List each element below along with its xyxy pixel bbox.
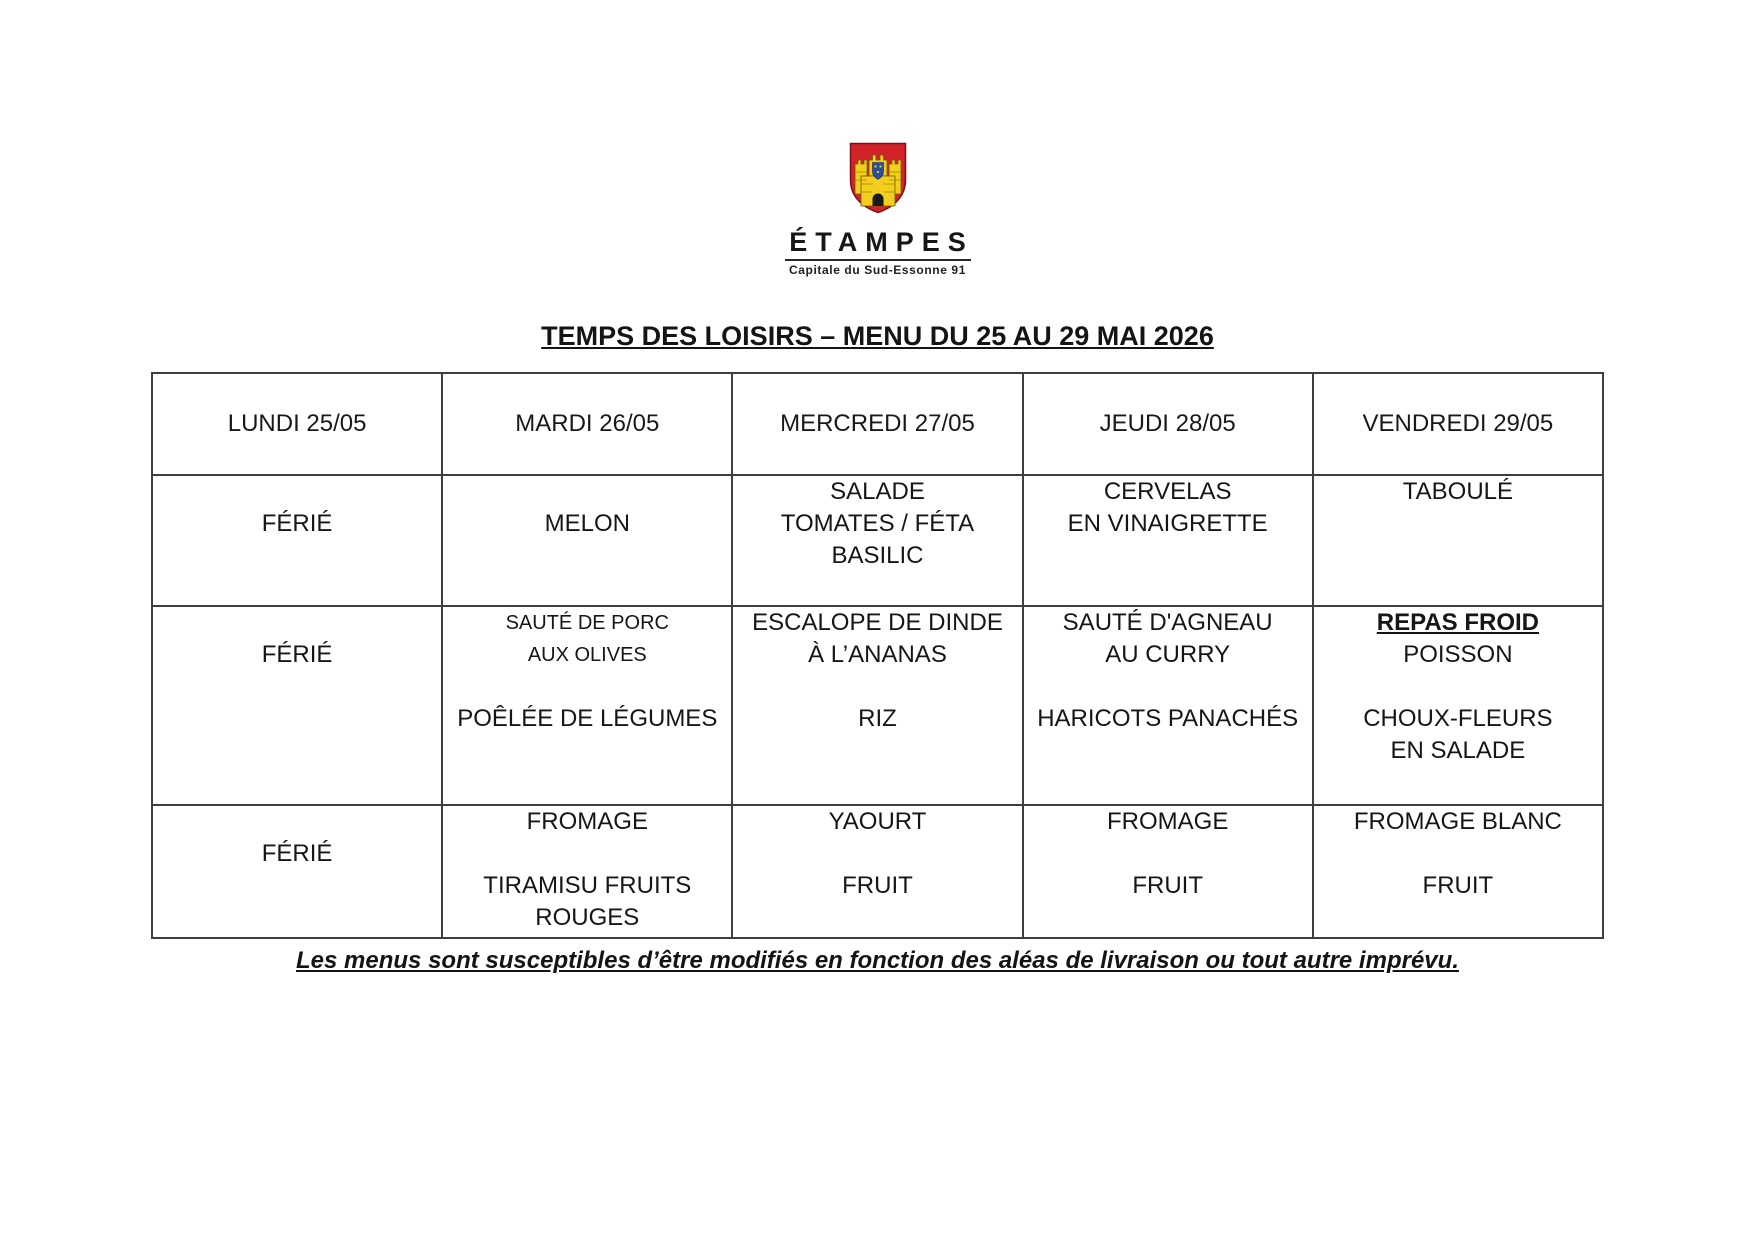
menu-cell <box>1313 606 1603 805</box>
menu-cell <box>1023 805 1313 938</box>
etampes-coat-of-arms-icon <box>849 142 907 214</box>
menu-line: TOMATES / FÉTA <box>780 510 975 537</box>
menu-cell <box>1023 475 1313 606</box>
menu-line: FRUIT <box>842 872 913 899</box>
menu-line: AU CURRY <box>1105 641 1231 668</box>
menu-cell <box>1313 805 1603 938</box>
menu-line: YAOURT <box>828 808 927 835</box>
menu-line: CHOUX-FLEURS <box>1363 705 1553 732</box>
menu-line: FRUIT <box>1422 872 1494 899</box>
day-header-cell: VENDREDI 29/05 <box>1313 373 1603 475</box>
footer-disclaimer: Les menus sont susceptibles d’être modifiés en fonction des aléas de livraison ou tout autre imprévu. <box>296 947 1459 974</box>
menu-line: SALADE <box>830 478 925 505</box>
menu-line: MELON <box>544 510 630 537</box>
blank-line <box>1024 838 1312 870</box>
menu-cell <box>1313 475 1603 606</box>
menu-line: FÉRIÉ <box>261 510 333 537</box>
menu-cell <box>442 805 732 938</box>
menu-line: FROMAGE <box>1106 808 1229 835</box>
menu-line: SAUTÉ DE PORC <box>505 612 669 634</box>
city-logo <box>0 0 1755 277</box>
menu-line: TABOULÉ <box>1402 478 1513 505</box>
menu-line: ROUGES <box>535 904 640 931</box>
day-header-row <box>152 373 1603 475</box>
menu-line: À L’ANANAS <box>808 641 947 668</box>
menu-cell <box>1023 606 1313 805</box>
menu-line: REPAS FROID <box>1376 609 1539 636</box>
menu-line: POISSON <box>1403 641 1513 668</box>
menu-line: SAUTÉ D'AGNEAU <box>1062 609 1273 636</box>
blank-line <box>733 671 1021 703</box>
blank-line <box>443 671 731 703</box>
menu-cell <box>732 606 1022 805</box>
menu-table <box>151 372 1604 939</box>
day-header-cell: LUNDI 25/05 <box>152 373 442 475</box>
menu-line: EN SALADE <box>1390 737 1526 764</box>
menu-row-starter <box>152 475 1603 606</box>
page-title: TEMPS DES LOISIRS – MENU DU 25 AU 29 MAI 2026 <box>541 321 1214 351</box>
day-header-cell: MARDI 26/05 <box>442 373 732 475</box>
menu-cell <box>152 805 442 938</box>
blank-line <box>153 607 441 639</box>
menu-cell <box>442 475 732 606</box>
city-wordmark: ÉTAMPES <box>789 227 974 257</box>
blank-line <box>153 806 441 838</box>
menu-line: FRUIT <box>1132 872 1203 899</box>
menu-row-main <box>152 606 1603 805</box>
menu-cell <box>152 606 442 805</box>
blank-line <box>1314 838 1602 870</box>
blank-line <box>443 476 731 508</box>
menu-line: ESCALOPE DE DINDE <box>752 609 1003 636</box>
menu-cell <box>732 475 1022 606</box>
menu-line: BASILIC <box>831 542 924 569</box>
menu-line: FROMAGE BLANC <box>1353 808 1562 835</box>
menu-line: POÊLÉE DE LÉGUMES <box>457 705 718 732</box>
blank-line <box>153 476 441 508</box>
day-header-cell: MERCREDI 27/05 <box>732 373 1022 475</box>
menu-line: FÉRIÉ <box>261 840 333 867</box>
menu-row-dessert <box>152 805 1603 938</box>
menu-line: EN VINAIGRETTE <box>1067 510 1268 537</box>
menu-line: HARICOTS PANACHÉS <box>1037 705 1299 732</box>
menu-line: RIZ <box>858 705 897 732</box>
wordmark-divider <box>785 259 971 261</box>
menu-line: CERVELAS <box>1103 478 1232 505</box>
day-header-cell: JEUDI 28/05 <box>1023 373 1313 475</box>
menu-table-body <box>152 373 1603 938</box>
menu-cell <box>732 805 1022 938</box>
blank-line <box>1314 671 1602 703</box>
blank-line <box>443 838 731 870</box>
menu-line: TIRAMISU FRUITS <box>483 872 692 899</box>
menu-cell <box>152 475 442 606</box>
menu-line: FROMAGE <box>526 808 648 835</box>
blank-line <box>733 838 1021 870</box>
menu-cell <box>442 606 732 805</box>
menu-line: FÉRIÉ <box>261 641 333 668</box>
city-tagline: Capitale du Sud-Essonne 91 <box>789 263 966 277</box>
blank-line <box>1024 671 1312 703</box>
menu-line: AUX OLIVES <box>527 644 647 666</box>
